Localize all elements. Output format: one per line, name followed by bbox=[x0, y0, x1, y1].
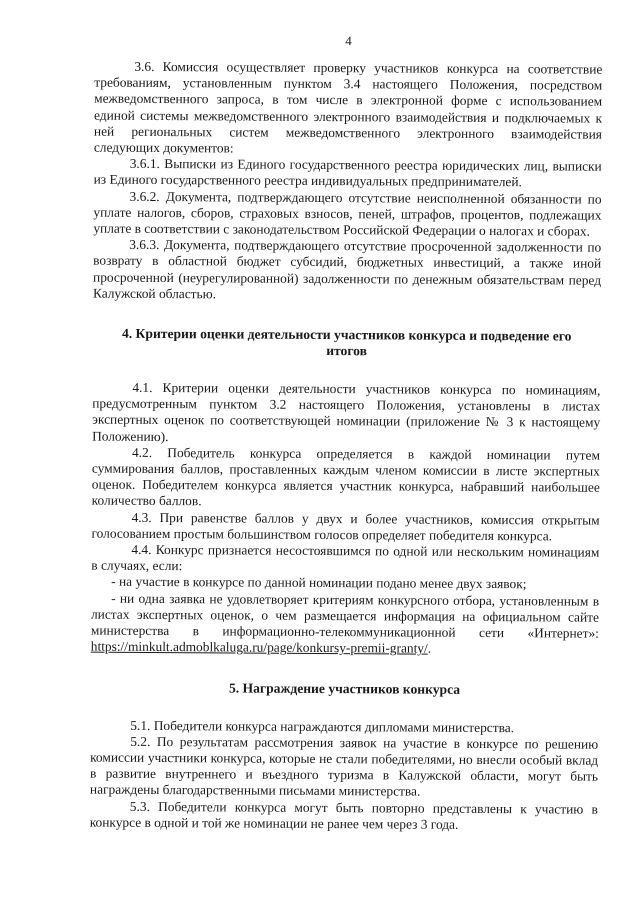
list-item-2-end: . bbox=[427, 640, 432, 656]
list-item-2 bbox=[91, 590, 599, 658]
paragraph-4-4: 4.4. Конкурс признается несостоявшимся по одной или нескольким номинациям в случаях, если: bbox=[91, 541, 600, 574]
ministry-website-link[interactable]: https://minkult.admoblkaluga.ru/page/konkursy-premii-granty/ bbox=[90, 638, 428, 656]
paragraph-3-6-3: 3.6.3. Документа, подтверждающего отсутствие просроченной задолженности по возврату в областной бюджет субсидий, бюджетных инвестиций, а также иной просроченной (неурегулированной) задолженности по денежным обязательствам перед Калужской областью. bbox=[92, 237, 602, 302]
paragraph-3-6: 3.6. Комиссия осуществляет проверку участников конкурса на соответствие требованиям, установленным пунктом 3.4 настоящего Положения, посредством межведомственного запроса, в том числе в электронной форме с использованием единой системы межведомственного электронного взаимодействия и подключаемых к ней региональных систем межведомственного электронного взаимодействия следующих документов: bbox=[93, 58, 603, 156]
paragraph-5-3: 5.3. Победители конкурса могут быть повторно представлены к участию в конкурсе в одной и той же номинации не ранее чем через 3 года. bbox=[89, 798, 598, 832]
paragraph-4-1: 4.1. Критерии оценки деятельности участников конкурса по номинациям, предусмотренным пунктом 3.2 настоящего Положения, установлены в листах экспертных оценок по соответствующей номинации (приложение № 3 к настоящему Положению). bbox=[92, 379, 601, 444]
paragraph-4-3: 4.3. При равенстве баллов у двух и более участников, комиссия открытым голосованием простым большинством голосов определяет победителя конкурса. bbox=[91, 509, 600, 544]
section-5-heading: 5. Награждение участников конкурса bbox=[228, 679, 461, 697]
paragraph-5-1: 5.1. Победители конкурса награждаются дипломами министерства. bbox=[130, 717, 515, 735]
paragraph-4-2: 4.2. Победитель конкурса определяется в каждой номинации путем суммирования баллов, проставленных каждым членом комиссии в листе экспертных оценок. Победителем конкурса является участник конкурса, набравший наибольшее количество баллов. bbox=[91, 444, 601, 509]
paragraph-5-2: 5.2. По результатам рассмотрения заявок на участие в конкурсе по решению комиссии участники конкурса, которые не стали победителями, но внесли особый вклад в развитие внутреннего и въездного туризма в Калужской области, могут быть награждены благодарственными письмами министерства. bbox=[89, 733, 599, 799]
page-number: 4 bbox=[345, 33, 352, 49]
section-4-heading: 4. Критерии оценки деятельности участников конкурса и подведение его итогов bbox=[121, 325, 572, 359]
paragraph-3-6-1: 3.6.1. Выписки из Единого государственного реестра юридических лиц, выписки из Единого государственного реестра индивидуальных предпринимателей. bbox=[93, 156, 602, 190]
paragraph-3-6-2: 3.6.2. Документа, подтверждающего отсутствие неисполненной обязанности по уплате налогов, сборов, страховых взносов, пеней, штрафов, процентов, подлежащих уплате в соответствии с законодательством Российской Федерации о налогах и сборах. bbox=[93, 188, 602, 239]
list-item-1: - на участие в конкурсе по данной номинации подано менее двух заявок; bbox=[111, 574, 527, 592]
list-item-2-text: - ни одна заявка не удовлетворяет критериям конкурсного отбора, установленным в листах экспертных оценок, о чем размещается информация на официальном сайте министерства в информационно-телекоммуникационной сети «Интернет»: bbox=[90, 590, 600, 641]
